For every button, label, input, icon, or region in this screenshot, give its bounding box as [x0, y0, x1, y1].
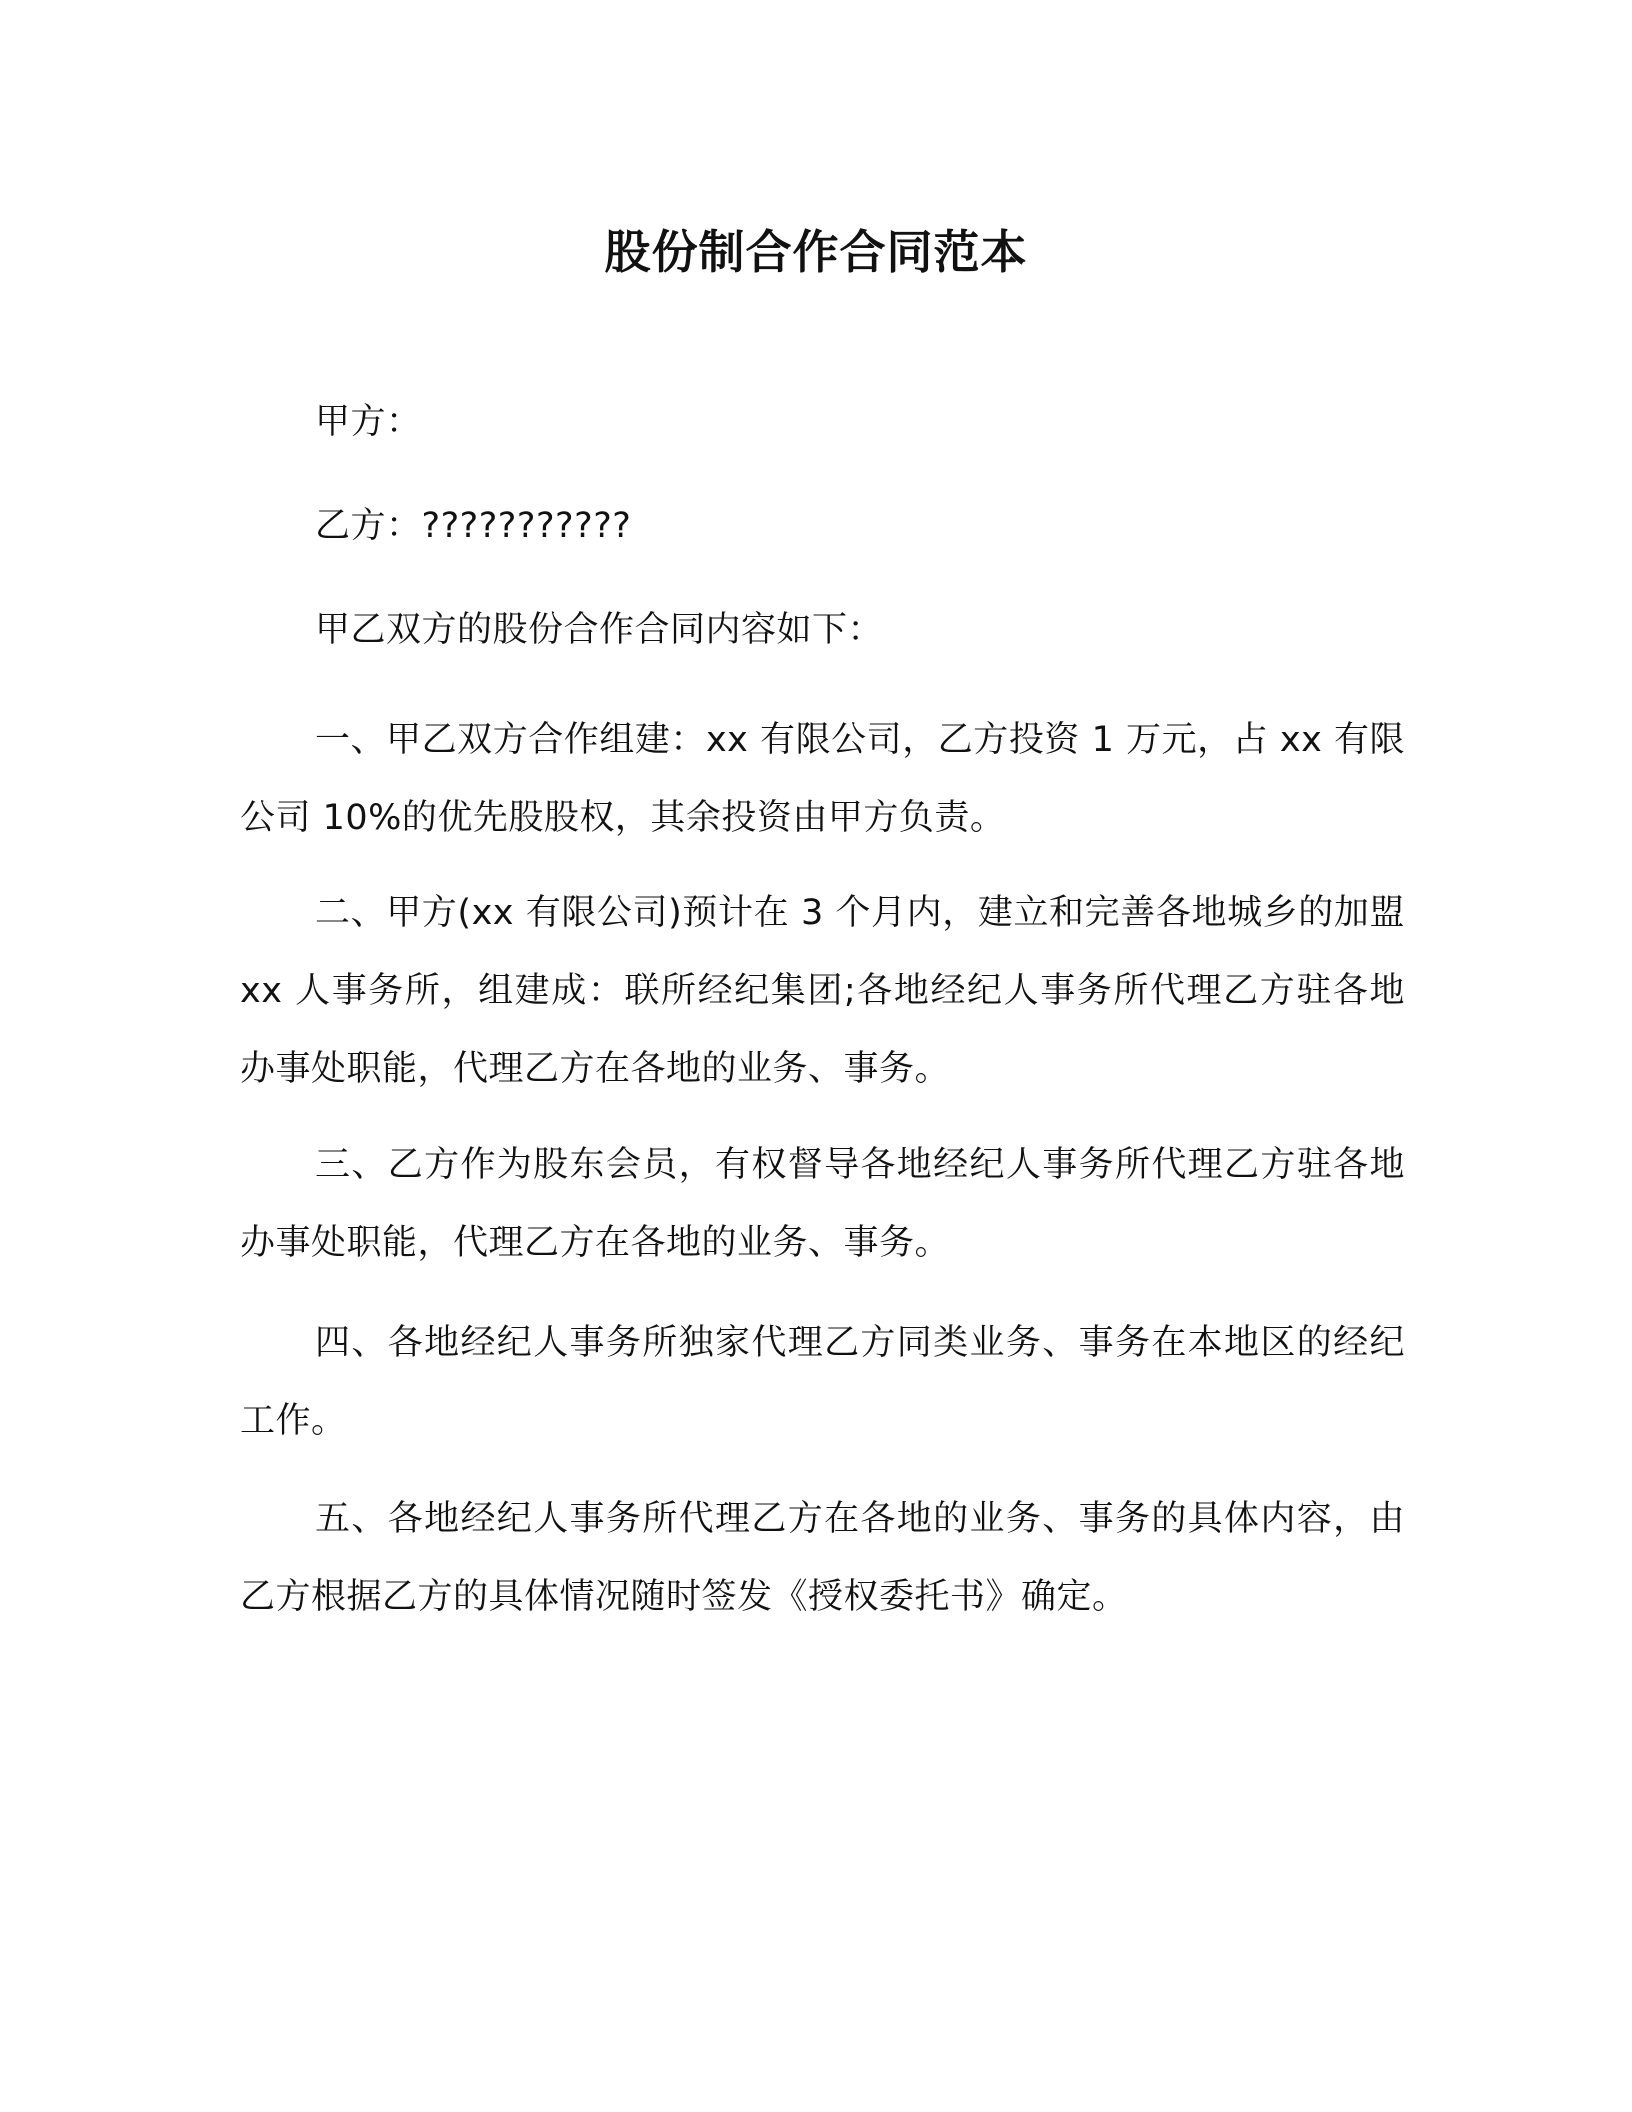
party-a-line: 甲方： — [315, 402, 422, 442]
clause-1: 一、甲乙双方合作组建：xx 有限公司，乙方投资 1 万元，占 xx 有限公司 10%的优先股股权，其余投资由甲方负责。 — [240, 720, 1405, 838]
clause-5: 五、各地经纪人事务所代理乙方在各地的业务、事务的具体内容，由乙方根据乙方的具体情况随时签发《授权委托书》确定。 — [240, 1499, 1405, 1617]
intro-line: 甲乙双方的股份合作合同内容如下： — [315, 610, 884, 650]
page-title: 股份制合作合同范本 — [604, 225, 1028, 279]
clause-2: 二、甲方(xx 有限公司)预计在 3 个月内，建立和完善各地城乡的加盟 xx 人事务所，组建成：联所经纪集团;各地经纪人事务所代理乙方驻各地办事处职能，代理乙方在各地的业务、事务。 — [240, 893, 1405, 1089]
clause-3: 三、乙方作为股东会员，有权督导各地经纪人事务所代理乙方驻各地办事处职能，代理乙方在各地的业务、事务。 — [240, 1145, 1405, 1263]
party-b-line: 乙方：??????????? — [315, 506, 632, 546]
clause-4: 四、各地经纪人事务所独家代理乙方同类业务、事务在本地区的经纪工作。 — [240, 1323, 1405, 1441]
